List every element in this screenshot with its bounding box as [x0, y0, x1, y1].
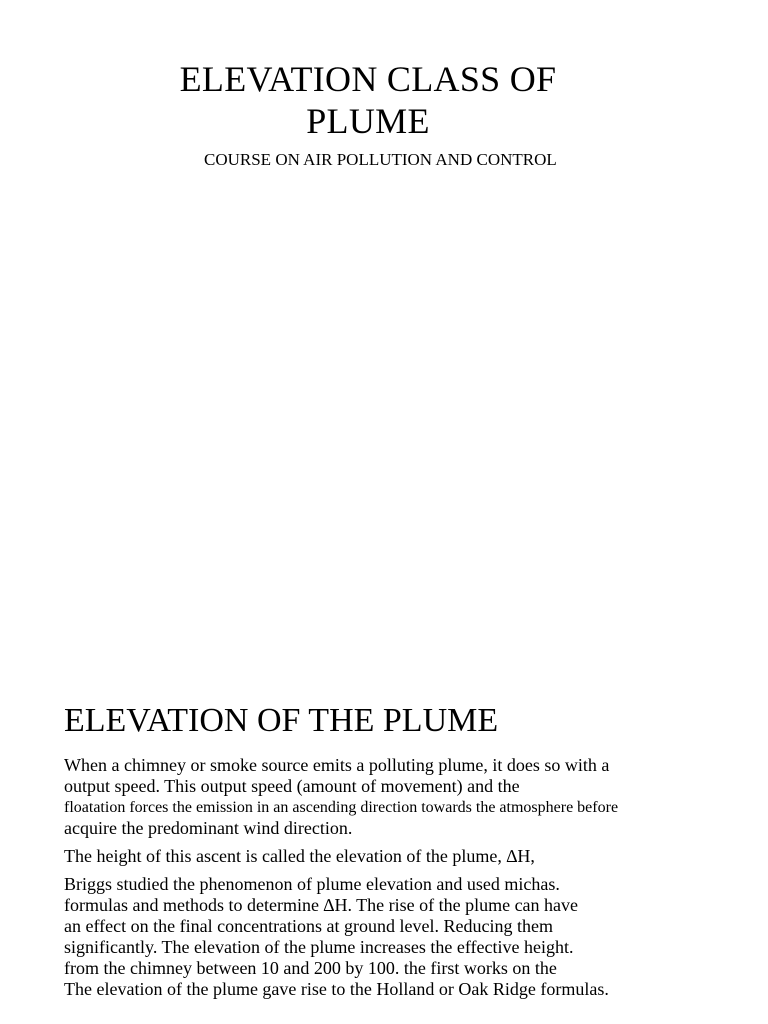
title-line-1: ELEVATION CLASS OF [179, 59, 557, 99]
paragraph-intro [64, 755, 618, 839]
paragraph-briggs [64, 874, 609, 1000]
paragraph-line: The height of this ascent is called the elevation of the plume, ∆H, [64, 846, 535, 866]
paragraph-line: The elevation of the plume gave rise to the Holland or Oak Ridge formulas. [64, 979, 609, 999]
title-line-2: PLUME [306, 101, 430, 141]
course-subtitle: COURSE ON AIR POLLUTION AND CONTROL [204, 150, 557, 169]
paragraph-line: formulas and methods to determine ∆H. The rise of the plume can have [64, 895, 579, 915]
paragraph-line: When a chimney or smoke source emits a polluting plume, it does so with a [64, 755, 610, 775]
paragraph-line: floatation forces the emission in an ascending direction towards the atmosphere before [64, 799, 619, 816]
paragraph-line: from the chimney between 10 and 200 by 100. the first works on the [64, 958, 557, 978]
page-title [0, 58, 736, 142]
paragraph-line: significantly. The elevation of the plume increases the effective height. [64, 937, 574, 957]
paragraph-line: Briggs studied the phenomenon of plume elevation and used michas. [64, 874, 560, 894]
paragraph-line: an effect on the final concentrations at ground level. Reducing them [64, 916, 553, 936]
paragraph-line: output speed. This output speed (amount of movement) and the [64, 776, 520, 796]
paragraph-definition [64, 846, 535, 867]
paragraph-line: acquire the predominant wind direction. [64, 818, 353, 838]
section-heading: ELEVATION OF THE PLUME [64, 702, 499, 739]
